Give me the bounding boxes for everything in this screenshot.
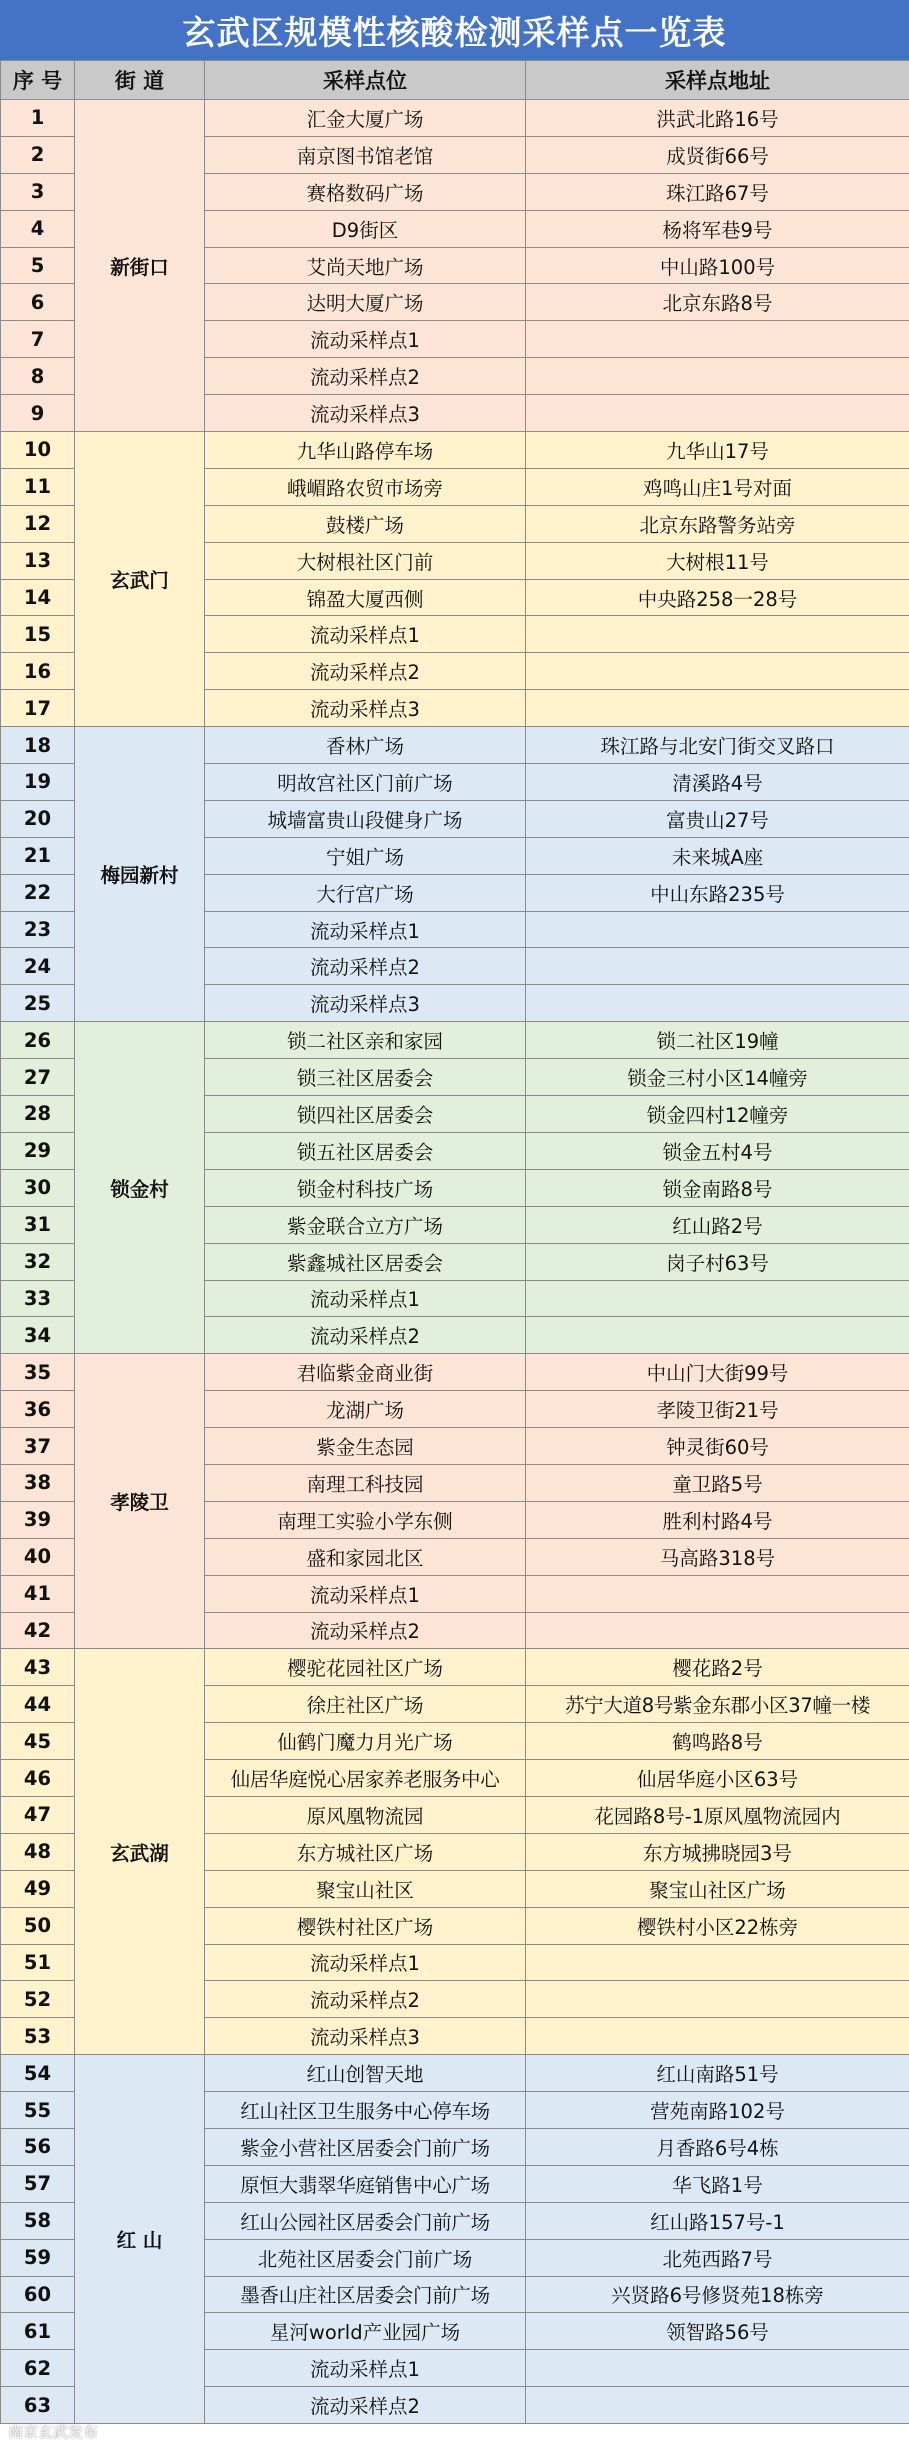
row-index: 1 — [1, 100, 75, 137]
site-name: 星河world产业园广场 — [205, 2313, 526, 2350]
site-name: 流动采样点1 — [205, 2350, 526, 2387]
site-name: 樱铁村社区广场 — [205, 1907, 526, 1944]
site-name: 九华山路停车场 — [205, 432, 526, 469]
site-address: 中央路258一28号 — [526, 579, 909, 616]
site-address: 锁金南路8号 — [526, 1169, 909, 1206]
site-name: 明故宫社区门前广场 — [205, 764, 526, 801]
site-address: 红山路157号-1 — [526, 2202, 909, 2239]
site-address — [526, 690, 909, 727]
table-row — [1, 100, 909, 137]
site-address: 锁金四村12幢旁 — [526, 1096, 909, 1133]
page-title: 玄武区规模性核酸检测采样点一览表 — [0, 0, 909, 60]
site-name: 原风凰物流园 — [205, 1796, 526, 1833]
site-address: 成贤街66号 — [526, 136, 909, 173]
site-address: 兴贤路6号修贤苑18栋旁 — [526, 2276, 909, 2313]
site-address — [526, 2350, 909, 2387]
row-index: 56 — [1, 2128, 75, 2165]
row-index: 52 — [1, 1981, 75, 2018]
row-index: 5 — [1, 247, 75, 284]
row-index: 23 — [1, 911, 75, 948]
site-address: 红山南路51号 — [526, 2055, 909, 2092]
site-name: 锁四社区居委会 — [205, 1096, 526, 1133]
site-address: 锁金五村4号 — [526, 1132, 909, 1169]
site-address: 洪武北路16号 — [526, 100, 909, 137]
site-name: 艾尚天地广场 — [205, 247, 526, 284]
row-index: 6 — [1, 284, 75, 321]
row-index: 26 — [1, 1022, 75, 1059]
row-index: 29 — [1, 1132, 75, 1169]
site-address: 红山路2号 — [526, 1206, 909, 1243]
site-name: 紫金小营社区居委会门前广场 — [205, 2128, 526, 2165]
street-name: 锁金村 — [75, 1022, 205, 1354]
site-address — [526, 911, 909, 948]
street-name: 玄武湖 — [75, 1649, 205, 2055]
row-index: 31 — [1, 1206, 75, 1243]
site-address: 聚宝山社区广场 — [526, 1870, 909, 1907]
row-index: 60 — [1, 2276, 75, 2313]
site-name: 龙湖广场 — [205, 1391, 526, 1428]
row-index: 41 — [1, 1575, 75, 1612]
sampling-sites-table — [0, 60, 909, 2424]
site-address: 胜利村路4号 — [526, 1501, 909, 1538]
site-address — [526, 616, 909, 653]
row-index: 40 — [1, 1538, 75, 1575]
row-index: 10 — [1, 432, 75, 469]
row-index: 39 — [1, 1501, 75, 1538]
row-index: 11 — [1, 468, 75, 505]
row-index: 36 — [1, 1391, 75, 1428]
site-address: 清溪路4号 — [526, 764, 909, 801]
row-index: 25 — [1, 985, 75, 1022]
site-address: 中山东路235号 — [526, 874, 909, 911]
site-name: 流动采样点2 — [205, 948, 526, 985]
site-address: 马高路318号 — [526, 1538, 909, 1575]
row-index: 55 — [1, 2092, 75, 2129]
site-name: 流动采样点3 — [205, 690, 526, 727]
site-address: 锁二社区19幢 — [526, 1022, 909, 1059]
site-address: 中山门大街99号 — [526, 1354, 909, 1391]
row-index: 4 — [1, 210, 75, 247]
header-site: 采样点位 — [205, 61, 526, 100]
site-name: 流动采样点2 — [205, 2387, 526, 2424]
site-address: 杨将军巷9号 — [526, 210, 909, 247]
site-name: 流动采样点2 — [205, 1981, 526, 2018]
site-address: 月香路6号4栋 — [526, 2128, 909, 2165]
site-name: 宁姐广场 — [205, 837, 526, 874]
site-address: 锁金三村小区14幢旁 — [526, 1059, 909, 1096]
row-index: 48 — [1, 1833, 75, 1870]
row-index: 63 — [1, 2387, 75, 2424]
row-index: 32 — [1, 1243, 75, 1280]
site-name: 盛和家园北区 — [205, 1538, 526, 1575]
site-name: 仙居华庭悦心居家养老服务中心 — [205, 1760, 526, 1797]
site-name: 流动采样点2 — [205, 1612, 526, 1649]
row-index: 34 — [1, 1317, 75, 1354]
row-index: 50 — [1, 1907, 75, 1944]
site-address — [526, 2018, 909, 2055]
site-name: 流动采样点1 — [205, 1944, 526, 1981]
street-name: 梅园新村 — [75, 727, 205, 1022]
row-index: 18 — [1, 727, 75, 764]
site-name: 鼓楼广场 — [205, 505, 526, 542]
site-name: 红山创智天地 — [205, 2055, 526, 2092]
site-address — [526, 1575, 909, 1612]
site-name: 红山公园社区居委会门前广场 — [205, 2202, 526, 2239]
site-address — [526, 1280, 909, 1317]
row-index: 7 — [1, 321, 75, 358]
row-index: 38 — [1, 1464, 75, 1501]
site-name: 汇金大厦广场 — [205, 100, 526, 137]
site-address: 领智路56号 — [526, 2313, 909, 2350]
site-name: 流动采样点1 — [205, 616, 526, 653]
site-address: 东方城拂晓园3号 — [526, 1833, 909, 1870]
table-body — [1, 100, 909, 2424]
site-name: 紫鑫城社区居委会 — [205, 1243, 526, 1280]
site-address: 樱铁村小区22栋旁 — [526, 1907, 909, 1944]
header-row — [1, 61, 909, 100]
site-name: 流动采样点2 — [205, 358, 526, 395]
site-name: 东方城社区广场 — [205, 1833, 526, 1870]
row-index: 54 — [1, 2055, 75, 2092]
site-address — [526, 395, 909, 432]
row-index: 49 — [1, 1870, 75, 1907]
row-index: 43 — [1, 1649, 75, 1686]
site-address — [526, 985, 909, 1022]
site-address: 鸡鸣山庄1号对面 — [526, 468, 909, 505]
row-index: 58 — [1, 2202, 75, 2239]
row-index: 19 — [1, 764, 75, 801]
site-name: 流动采样点1 — [205, 911, 526, 948]
row-index: 9 — [1, 395, 75, 432]
site-address: 北京东路警务站旁 — [526, 505, 909, 542]
header-index: 序 号 — [1, 61, 75, 100]
table-row — [1, 432, 909, 469]
row-index: 30 — [1, 1169, 75, 1206]
site-name: 大树根社区门前 — [205, 542, 526, 579]
site-address — [526, 1317, 909, 1354]
site-address: 大树根11号 — [526, 542, 909, 579]
site-address — [526, 321, 909, 358]
site-name: 紫金联合立方广场 — [205, 1206, 526, 1243]
site-address — [526, 653, 909, 690]
site-name: 徐庄社区广场 — [205, 1686, 526, 1723]
row-index: 46 — [1, 1760, 75, 1797]
site-address — [526, 1944, 909, 1981]
site-name: 流动采样点1 — [205, 1575, 526, 1612]
site-address: 仙居华庭小区63号 — [526, 1760, 909, 1797]
row-index: 28 — [1, 1096, 75, 1133]
street-name: 玄武门 — [75, 432, 205, 727]
row-index: 35 — [1, 1354, 75, 1391]
site-name: 流动采样点2 — [205, 1317, 526, 1354]
row-index: 53 — [1, 2018, 75, 2055]
site-address: 岗子村63号 — [526, 1243, 909, 1280]
row-index: 62 — [1, 2350, 75, 2387]
site-name: 君临紫金商业街 — [205, 1354, 526, 1391]
site-name: D9街区 — [205, 210, 526, 247]
row-index: 8 — [1, 358, 75, 395]
row-index: 14 — [1, 579, 75, 616]
row-index: 37 — [1, 1428, 75, 1465]
site-name: 流动采样点1 — [205, 1280, 526, 1317]
site-address: 北苑西路7号 — [526, 2239, 909, 2276]
table-row — [1, 727, 909, 764]
site-name: 流动采样点1 — [205, 321, 526, 358]
site-name: 聚宝山社区 — [205, 1870, 526, 1907]
row-index: 57 — [1, 2165, 75, 2202]
site-name: 大行宫广场 — [205, 874, 526, 911]
site-name: 锁三社区居委会 — [205, 1059, 526, 1096]
site-address: 北京东路8号 — [526, 284, 909, 321]
site-address — [526, 2387, 909, 2424]
table-row — [1, 2055, 909, 2092]
site-name: 流动采样点2 — [205, 653, 526, 690]
site-address: 樱花路2号 — [526, 1649, 909, 1686]
row-index: 45 — [1, 1723, 75, 1760]
site-address: 中山路100号 — [526, 247, 909, 284]
site-address: 花园路8号-1原风凰物流园内 — [526, 1796, 909, 1833]
site-name: 锁二社区亲和家园 — [205, 1022, 526, 1059]
site-name: 锦盈大厦西侧 — [205, 579, 526, 616]
row-index: 33 — [1, 1280, 75, 1317]
site-address: 未来城A座 — [526, 837, 909, 874]
row-index: 42 — [1, 1612, 75, 1649]
street-name: 红 山 — [75, 2055, 205, 2424]
row-index: 61 — [1, 2313, 75, 2350]
row-index: 27 — [1, 1059, 75, 1096]
row-index: 24 — [1, 948, 75, 985]
row-index: 17 — [1, 690, 75, 727]
row-index: 15 — [1, 616, 75, 653]
row-index: 2 — [1, 136, 75, 173]
site-address: 童卫路5号 — [526, 1464, 909, 1501]
site-address: 九华山17号 — [526, 432, 909, 469]
site-name: 城墙富贵山段健身广场 — [205, 800, 526, 837]
watermark: 南京玄武发布 — [8, 2423, 99, 2441]
site-name: 赛格数码广场 — [205, 173, 526, 210]
street-name: 新街口 — [75, 100, 205, 432]
site-address — [526, 1612, 909, 1649]
table-row — [1, 1354, 909, 1391]
row-index: 16 — [1, 653, 75, 690]
header-street: 街 道 — [75, 61, 205, 100]
site-name: 锁金村科技广场 — [205, 1169, 526, 1206]
site-name: 锁五社区居委会 — [205, 1132, 526, 1169]
site-name: 流动采样点3 — [205, 395, 526, 432]
site-address — [526, 948, 909, 985]
site-address: 珠江路67号 — [526, 173, 909, 210]
street-name: 孝陵卫 — [75, 1354, 205, 1649]
row-index: 21 — [1, 837, 75, 874]
site-name: 紫金生态园 — [205, 1428, 526, 1465]
site-address — [526, 1981, 909, 2018]
row-index: 12 — [1, 505, 75, 542]
header-address: 采样点地址 — [526, 61, 909, 100]
site-address: 孝陵卫街21号 — [526, 1391, 909, 1428]
table-row — [1, 1649, 909, 1686]
row-index: 51 — [1, 1944, 75, 1981]
site-address: 钟灵街60号 — [526, 1428, 909, 1465]
site-name: 原恒大翡翠华庭销售中心广场 — [205, 2165, 526, 2202]
table-row — [1, 1022, 909, 1059]
row-index: 47 — [1, 1796, 75, 1833]
row-index: 3 — [1, 173, 75, 210]
row-index: 22 — [1, 874, 75, 911]
site-name: 北苑社区居委会门前广场 — [205, 2239, 526, 2276]
site-name: 墨香山庄社区居委会门前广场 — [205, 2276, 526, 2313]
site-name: 南理工实验小学东侧 — [205, 1501, 526, 1538]
site-address: 苏宁大道8号紫金东郡小区37幢一楼 — [526, 1686, 909, 1723]
row-index: 20 — [1, 800, 75, 837]
site-name: 峨嵋路农贸市场旁 — [205, 468, 526, 505]
site-address — [526, 358, 909, 395]
site-name: 流动采样点3 — [205, 2018, 526, 2055]
row-index: 59 — [1, 2239, 75, 2276]
site-address: 营苑南路102号 — [526, 2092, 909, 2129]
site-address: 鹤鸣路8号 — [526, 1723, 909, 1760]
site-address: 富贵山27号 — [526, 800, 909, 837]
site-name: 仙鹤门魔力月光广场 — [205, 1723, 526, 1760]
row-index: 13 — [1, 542, 75, 579]
site-address: 珠江路与北安门街交叉路口 — [526, 727, 909, 764]
site-name: 香林广场 — [205, 727, 526, 764]
site-name: 樱驼花园社区广场 — [205, 1649, 526, 1686]
site-name: 南理工科技园 — [205, 1464, 526, 1501]
site-name: 南京图书馆老馆 — [205, 136, 526, 173]
site-name: 达明大厦广场 — [205, 284, 526, 321]
site-name: 红山社区卫生服务中心停车场 — [205, 2092, 526, 2129]
site-address: 华飞路1号 — [526, 2165, 909, 2202]
site-name: 流动采样点3 — [205, 985, 526, 1022]
row-index: 44 — [1, 1686, 75, 1723]
